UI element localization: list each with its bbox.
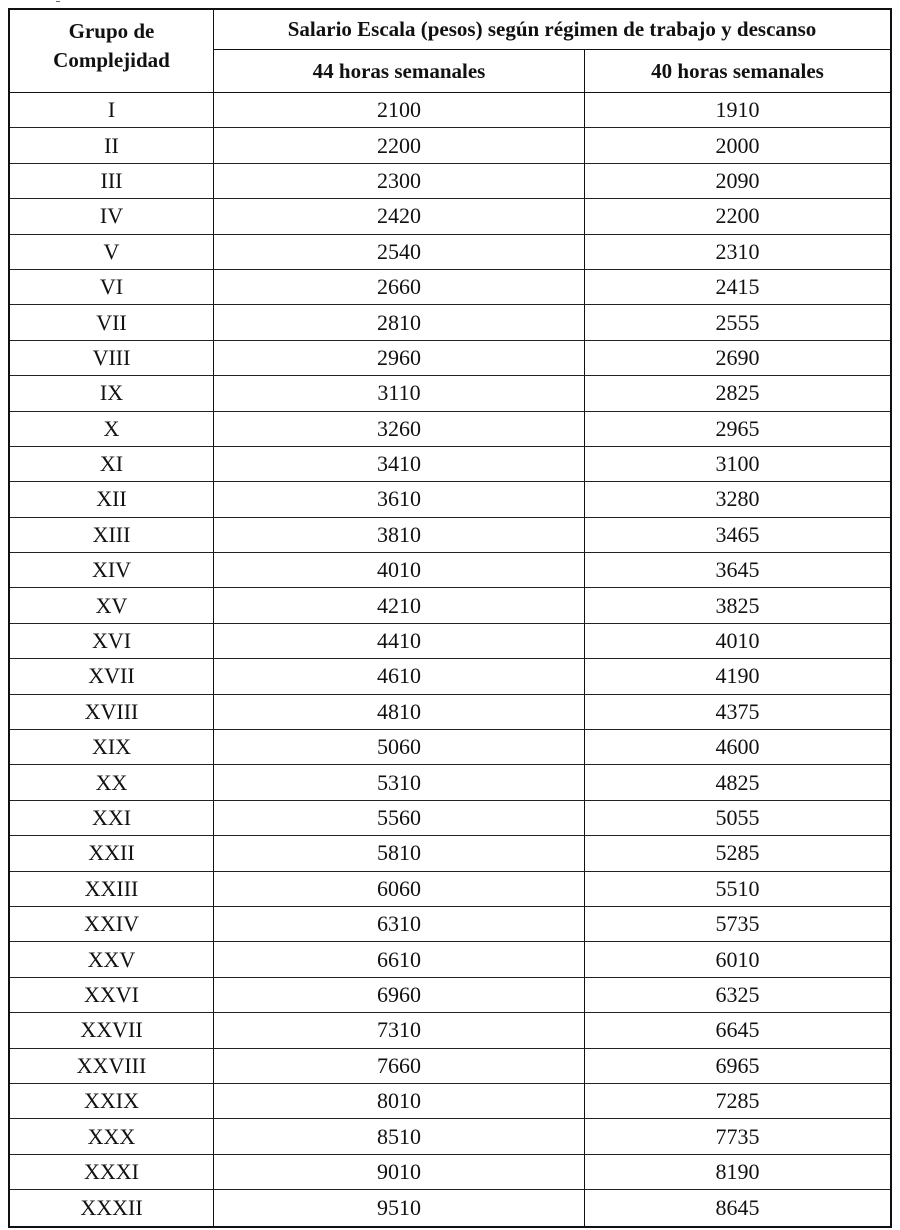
salary-44h-cell: 2540: [214, 235, 585, 269]
salary-44h-cell: 2810: [214, 305, 585, 339]
table-row: [10, 765, 890, 800]
complexity-group-cell: VIII: [10, 341, 214, 375]
complexity-group-cell: XV: [10, 588, 214, 622]
complexity-group-cell: IX: [10, 376, 214, 410]
complexity-group-cell: V: [10, 235, 214, 269]
salary-40h-cell: 2415: [715, 274, 760, 300]
salary-44h-cell: 9510: [214, 1190, 585, 1225]
salary-scale-table: [8, 8, 892, 1228]
salary-40h-cell: 4375: [715, 698, 760, 724]
complexity-group-cell: III: [10, 164, 214, 198]
complexity-group-cell: II: [10, 128, 214, 162]
salary-44h-cell: 7660: [214, 1049, 585, 1083]
table-row: [10, 447, 890, 482]
table-row: [10, 1119, 890, 1154]
header-40-hours: 40 horas semanales: [651, 58, 824, 83]
table-row: [10, 341, 890, 376]
salary-44h-cell: 8010: [214, 1084, 585, 1118]
salary-44h-cell: 8510: [214, 1119, 585, 1153]
salary-40h-cell: 3645: [715, 557, 760, 583]
salary-44h-cell: 3410: [214, 447, 585, 481]
salary-40h-cell: 8645: [715, 1194, 760, 1220]
complexity-group-cell: XIII: [10, 518, 214, 552]
table-row: [10, 305, 890, 340]
complexity-group-cell: I: [10, 93, 214, 127]
salary-44h-cell: 2300: [214, 164, 585, 198]
table-row: [10, 93, 890, 128]
salary-40h-cell: 3465: [715, 521, 760, 547]
complexity-group-cell: XII: [10, 482, 214, 516]
table-body: [10, 93, 890, 1226]
salary-44h-cell: 5560: [214, 801, 585, 835]
complexity-group-cell: XXVII: [10, 1013, 214, 1047]
complexity-group-cell: XXIX: [10, 1084, 214, 1118]
salary-40h-cell: 4010: [715, 628, 760, 654]
complexity-group-cell: XXII: [10, 836, 214, 870]
salary-44h-cell: 5810: [214, 836, 585, 870]
salary-44h-cell: 4810: [214, 695, 585, 729]
salary-44h-cell: 7310: [214, 1013, 585, 1047]
salary-40h-cell: 6965: [715, 1052, 760, 1078]
salary-40h-cell: 5055: [715, 805, 760, 830]
salary-40h-cell: 7285: [715, 1088, 760, 1114]
complexity-group-cell: X: [10, 412, 214, 446]
salary-44h-cell: 2200: [214, 128, 585, 162]
salary-40h-cell: 8190: [715, 1158, 760, 1184]
salary-44h-cell: 2960: [214, 341, 585, 375]
salary-40h-cell: 5510: [715, 875, 760, 901]
complexity-group-cell: VII: [10, 305, 214, 339]
table-row: [10, 872, 890, 907]
salary-40h-cell: 5285: [715, 840, 760, 866]
table-row: [10, 1084, 890, 1119]
salary-44h-cell: 3810: [214, 518, 585, 552]
salary-40h-cell: 5735: [715, 911, 760, 937]
salary-40h-cell: 2555: [715, 309, 760, 335]
table-row: [10, 412, 890, 447]
salary-40h-cell: 6325: [715, 981, 760, 1007]
complexity-group-cell: XXIII: [10, 872, 214, 906]
salary-44h-cell: 3260: [214, 412, 585, 446]
table-row: [10, 588, 890, 623]
complexity-group-cell: IV: [10, 199, 214, 233]
salary-40h-cell: 2825: [715, 380, 760, 406]
salary-40h-cell: 6010: [715, 946, 760, 972]
table-row: [10, 836, 890, 871]
complexity-group-cell: XVII: [10, 659, 214, 693]
salary-44h-cell: 4410: [214, 624, 585, 658]
salary-44h-cell: 2660: [214, 270, 585, 304]
salary-44h-cell: 4610: [214, 659, 585, 693]
complexity-group-cell: XXI: [10, 801, 214, 835]
table-row: [10, 730, 890, 765]
complexity-group-cell: XXXII: [10, 1190, 214, 1225]
salary-40h-cell: 1910: [715, 97, 760, 123]
complexity-group-cell: XXVI: [10, 978, 214, 1012]
salary-44h-cell: 6960: [214, 978, 585, 1012]
header-complexity-group: Grupo de Complejidad: [10, 10, 214, 92]
complexity-group-cell: XVI: [10, 624, 214, 658]
salary-44h-cell: 5310: [214, 765, 585, 799]
salary-40h-cell: 3100: [715, 451, 760, 477]
table-row: [10, 376, 890, 411]
table-row: [10, 659, 890, 694]
table-row: [10, 1155, 890, 1190]
table-row: [10, 199, 890, 234]
salary-40h-cell: 3825: [715, 592, 760, 618]
complexity-group-cell: XXVIII: [10, 1049, 214, 1083]
complexity-group-cell: XIV: [10, 553, 214, 587]
salary-44h-cell: 6610: [214, 942, 585, 976]
salary-40h-cell: 2090: [715, 167, 760, 193]
salary-44h-cell: 3110: [214, 376, 585, 410]
table-row: [10, 907, 890, 942]
complexity-group-cell: XVIII: [10, 695, 214, 729]
table-row: [10, 235, 890, 270]
salary-40h-cell: 4825: [715, 769, 760, 795]
salary-44h-cell: 5060: [214, 730, 585, 764]
salary-44h-cell: 6060: [214, 872, 585, 906]
complexity-group-cell: XXV: [10, 942, 214, 976]
salary-40h-cell: 6645: [715, 1017, 760, 1043]
salary-40h-cell: 2200: [715, 203, 760, 229]
salary-40h-cell: 7735: [715, 1123, 760, 1149]
table-row: [10, 1190, 890, 1225]
salary-44h-cell: 3610: [214, 482, 585, 516]
complexity-group-cell: XIX: [10, 730, 214, 764]
salary-44h-cell: 2420: [214, 199, 585, 233]
salary-44h-cell: 4210: [214, 588, 585, 622]
salary-40h-cell: 4600: [715, 734, 760, 760]
table-row: [10, 1013, 890, 1048]
salary-44h-cell: 4010: [214, 553, 585, 587]
table-row: [10, 695, 890, 730]
header-44-hours: 44 horas semanales: [214, 50, 585, 92]
salary-44h-cell: 6310: [214, 907, 585, 941]
salary-40h-cell: 2690: [715, 344, 760, 370]
salary-40h-cell: 2965: [715, 415, 760, 441]
table-row: [10, 482, 890, 517]
table-row: [10, 624, 890, 659]
salary-40h-cell: 2000: [715, 132, 760, 158]
complexity-group-cell: VI: [10, 270, 214, 304]
complexity-group-cell: XXIV: [10, 907, 214, 941]
complexity-group-cell: XX: [10, 765, 214, 799]
complexity-group-cell: XXX: [10, 1119, 214, 1153]
salary-40h-cell: 2310: [715, 238, 760, 264]
table-row: [10, 270, 890, 305]
table-row: [10, 978, 890, 1013]
table-header: [10, 10, 890, 93]
table-row: [10, 553, 890, 588]
salary-44h-cell: 9010: [214, 1155, 585, 1189]
salary-40h-cell: 3280: [715, 486, 760, 512]
table-row: [10, 942, 890, 977]
salary-40h-cell: 4190: [715, 663, 760, 689]
table-row: [10, 1049, 890, 1084]
scan-mark: [56, 1, 60, 2]
table-row: [10, 128, 890, 163]
table-row: [10, 164, 890, 199]
complexity-group-cell: XXXI: [10, 1155, 214, 1189]
salary-44h-cell: 2100: [214, 93, 585, 127]
table-row: [10, 801, 890, 836]
header-salary-scale: Salario Escala (pesos) según régimen de trabajo y descanso: [214, 10, 890, 50]
table-row: [10, 518, 890, 553]
complexity-group-cell: XI: [10, 447, 214, 481]
